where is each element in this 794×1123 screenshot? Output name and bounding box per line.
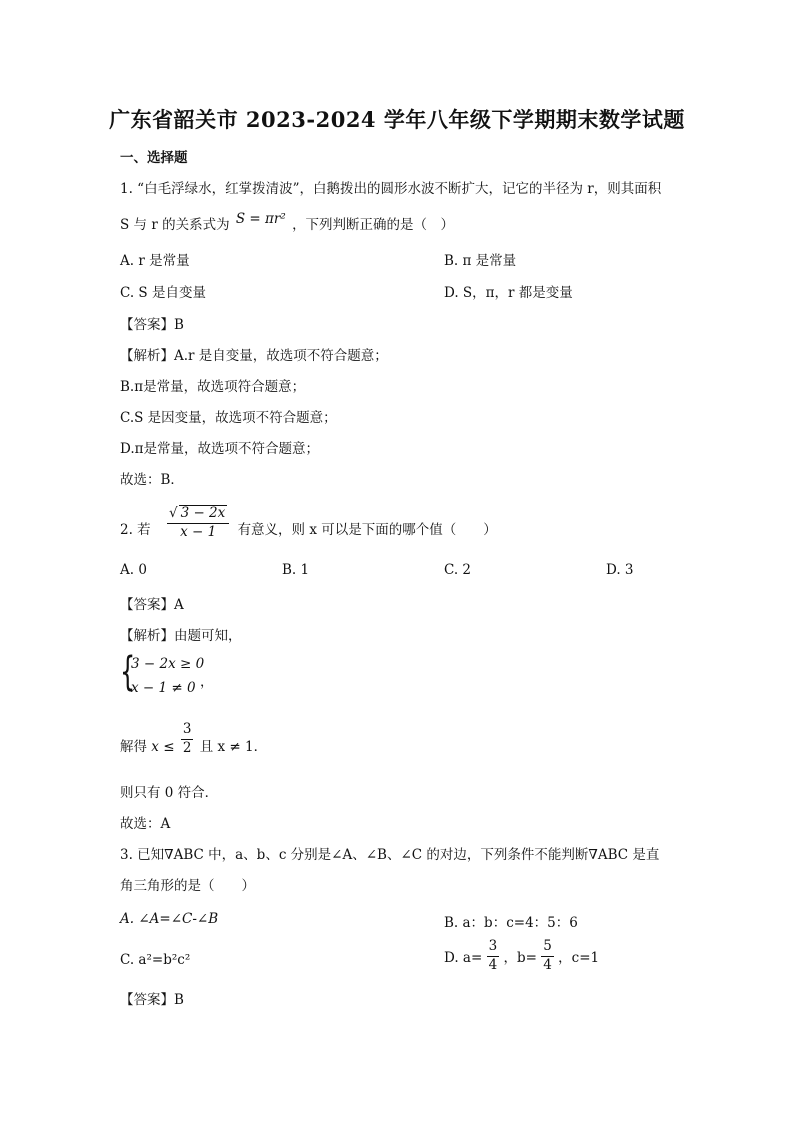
q2-solve-var: x: [151, 738, 159, 755]
q2-system-comma: ，: [200, 674, 214, 690]
q3-optd-frac-b: [541, 940, 554, 972]
q2-option-b: B. 1: [282, 562, 310, 578]
q2-solve-le: ≤: [163, 738, 175, 755]
q2-option-c: C. 2: [444, 562, 472, 578]
q3-optd-frac-b-num: 5: [541, 940, 554, 957]
q2-solve-numerator: 3: [181, 723, 194, 740]
q3-stem-line2: 角三角形的是（ ）: [120, 878, 255, 894]
q3-optd-frac-a: [487, 940, 500, 972]
section-heading: 一、选择题: [120, 150, 188, 166]
q1-option-a: A. r 是常量: [120, 253, 190, 269]
q3-answer: 【答案】B: [120, 992, 184, 1008]
q2-option-a: A. 0: [120, 562, 147, 578]
q3-optd-frac-b-den: 4: [543, 956, 552, 973]
q3-option-c: C. a²=b²c²: [120, 952, 191, 968]
q2-option-d: D. 3: [606, 562, 634, 578]
q1-analysis-line: D.π是常量，故选项不符合题意；: [120, 441, 320, 457]
q1-analysis-line: 【解析】A.r 是自变量，故选项不符合题意；: [120, 348, 388, 364]
q2-choose: 故选：A: [120, 816, 171, 832]
q2-radicand: 3 − 2x: [180, 505, 226, 521]
q1-stem-text-a: S 与 r 的关系式为: [120, 217, 230, 233]
q3-optd-frac-a-den: 4: [488, 956, 498, 973]
q1-stem-line1: 1. “白毛浮绿水，红掌拨清波”，白鹅拨出的圆形水波不断扩大，记它的半径为 r，则其面积: [120, 181, 662, 197]
q2-system-line: x − 1 ≠ 0: [131, 680, 196, 696]
q1-answer: 【答案】B: [120, 317, 184, 333]
q2-system-line: 3 − 2x ≥ 0: [131, 656, 205, 672]
q2-fraction: [167, 505, 229, 539]
q1-formula: S = πr²: [235, 211, 286, 227]
q1-analysis-line: C.S 是因变量，故选项不符合题意；: [120, 410, 337, 426]
q2-solve-prefix: 解得: [120, 738, 147, 755]
q3-optd-frac-a-num: 3: [487, 940, 500, 957]
q3-optd-suffix: ，c=1: [558, 949, 600, 966]
q2-solve-suffix: 且 x ≠ 1．: [199, 738, 268, 755]
q3-optd-mid: ，b=: [503, 949, 537, 966]
q3-option-a: A. ∠A=∠C-∠B: [120, 911, 219, 927]
q1-option-b: B. π 是常量: [444, 253, 517, 269]
q3-stem-line1: 3. 已知∇ABC 中，a、b、c 分别是∠A、∠B、∠C 的对边，下列条件不能判断∇ABC 是直: [120, 847, 660, 863]
q2-solve-denominator: 2: [182, 739, 192, 756]
q3-option-b: B. a：b：c=4：5：6: [444, 915, 578, 931]
q1-analysis-line: 故选：B．: [120, 472, 184, 488]
q2-suffix: 有意义，则 x 可以是下面的哪个值（ ）: [237, 521, 497, 538]
q1-stem-text-b: ，下列判断正确的是（ ）: [292, 217, 455, 233]
q2-stem: [120, 505, 497, 539]
q1-stem-line2: [120, 213, 454, 233]
sqrt-icon: √: [168, 505, 178, 521]
q2-only: 则只有 0 符合．: [120, 785, 219, 801]
q2-analysis-intro: 【解析】由题可知，: [120, 628, 242, 644]
left-brace-icon: {: [120, 649, 136, 695]
q3-option-d: [444, 940, 599, 972]
q2-prefix: 2. 若: [120, 521, 151, 538]
q1-analysis-line: B.π是常量，故选项符合题意；: [120, 379, 306, 395]
q1-option-c: C. S 是自变量: [120, 285, 206, 301]
q2-fraction-numerator: [167, 505, 229, 524]
q2-fraction-denominator: x − 1: [180, 523, 217, 540]
q1-option-d: D. S，π，r 都是变量: [444, 285, 573, 301]
page-title: 广东省韶关市 2023-2024 学年八年级下学期期末数学试题: [109, 107, 685, 132]
q2-solution: [120, 723, 267, 755]
q3-optd-prefix: D. a=: [444, 949, 483, 966]
q2-solve-fraction: [181, 723, 194, 755]
q2-answer: 【答案】A: [120, 597, 184, 613]
